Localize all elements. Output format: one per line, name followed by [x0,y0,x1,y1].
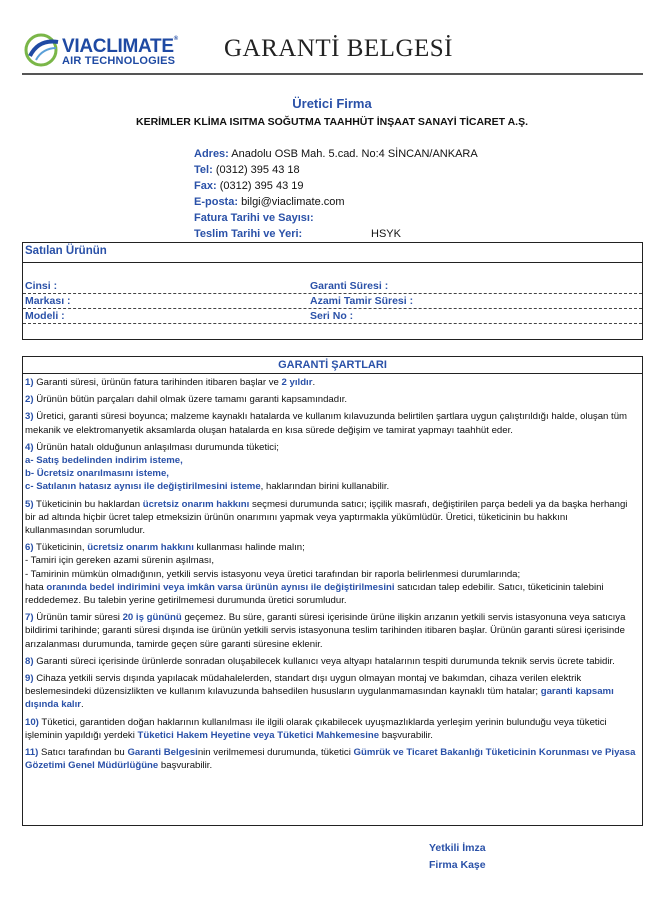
delivery-line [194,228,302,241]
tel-label: Tel: [194,164,213,176]
delivery-value: HSYK [371,228,401,240]
max-repair-label: Azami Tamir Süresi : [310,295,414,307]
product-box [22,242,643,340]
email-line [194,196,345,209]
product-row-type [23,279,642,294]
term-3: 3) Üretici, garanti süresi boyunca; malzeme kaynaklı hatalarda ve kullanım kılavuzunda belirtilen şartlara uygun çalıştırıldığı halde, oluşan tüm mekanik ve elektromanyetik aksamlarda oluşan hatalarda en kısa sürede değişim ve tamirat yapmayı taahhüt eder. [25,411,628,436]
authorized-signature: Yetkili İmza [429,842,486,854]
product-heading-row [23,243,642,263]
manufacturer-heading: Üretici Firma [292,96,372,111]
address-label: Adres: [194,148,229,160]
tel-line [194,164,300,177]
warranty-period-label: Garanti Süresi : [310,280,389,292]
header-divider [22,73,643,75]
terms-body [25,376,637,776]
company-logo [22,30,192,72]
tel-value: (0312) 395 43 18 [215,164,300,176]
logo-brand: VIACLIMATE® [62,36,178,57]
logo-tagline: AIR TECHNOLOGIES [62,55,176,67]
address-value: Anadolu OSB Mah. 5.cad. No:4 SİNCAN/ANKARA [231,148,478,160]
term-9: 9) Cihaza yetkili servis dışında yapılacak müdahalelerden, standart dışı uygun olmayan montaj ve bakımdan, cihaza verilen elektrik beslemesindeki düzensizlikten ve kullanım kılavuzunda bahsedilen hususların uygulanmamasından kaynaklı tüm hatalar; garanti kapsamı dışında kalır. [25,673,614,711]
term-7: 7) Ürünün tamir süresi 20 iş gününü geçemez. Bu süre, garanti süresi içerisinde ürüne ilişkin arızanın yetkili servis istasyonuna veya satıcıya bildirimi tarihinde; garanti süresi dışında ise ürünün yetkili servis istasyonuna teslim tarihinden itibaren başlar. Ürünün garanti süresi içerisinde arızalanması durumunda, tamirde geçen süre garanti süresine eklenir. [25,612,626,650]
address-line [194,148,478,161]
fax-value: (0312) 395 43 19 [219,180,304,192]
company-stamp: Firma Kaşe [429,859,486,871]
email-label: E-posta: [194,196,238,208]
term-6: 6) Tüketicinin, ücretsiz onarım hakkını kullanması halinde malın; - Tamiri için gereken azami sürenin aşılması, - Tamirinin mümkün olmadığının, yetkili servis istasyonu veya üretici tarafından bir raporla belirlenmesi durumlarında; hata oranında bedel indirimini veya imkân varsa ürünün aynısı ile değiştirilmesini satıcıdan talep edebilir. Satıcı, tüketicinin talebini reddedemez. Bu talebin yerine getirilmemesi durumunda üretici sorumludur. [25,542,604,607]
swoosh-icon [22,30,64,70]
document-title: GARANTİ BELGESİ [224,35,454,62]
type-label: Cinsi : [25,280,58,292]
product-row-model [23,309,642,324]
invoice-line [194,212,314,225]
company-name: KERİMLER KLİMA ISITMA SOĞUTMA TAAHHÜT İNŞAAT SANAYİ TİCARET A.Ş. [136,116,528,128]
serial-label: Seri No : [310,310,354,322]
fax-label: Fax: [194,180,217,192]
term-11: 11) Satıcı tarafından bu Garanti Belgesinin verilmemesi durumunda, tüketici Gümrük ve Ticaret Bakanlığı Tüketicinin Korunması ve Piyasa Gözetimi Genel Müdürlüğüne başvurabilir. [25,747,636,772]
term-8: 8) Garanti süreci içerisinde ürünlerde sonradan oluşabilecek kullanıcı veya altyapı hatalarının tespiti durumunda teknik servis ücrete tabidir. [25,655,615,667]
brand-label: Markası : [25,295,71,307]
product-heading: Satılan Ürünün [25,245,107,257]
model-label: Modeli : [25,310,65,322]
email-value[interactable]: bilgi@viaclimate.com [241,196,345,208]
warranty-terms-box [22,356,643,826]
term-10: 10) Tüketici, garantiden doğan haklarının kullanılması ile ilgili olarak çıkabilecek uyuşmazlıklarda yerleşim yerinin bulunduğu veya tüketici işleminin yapıldığı yerdeki Tüketici Hakem Heyetine veya Tüketici Mahkemesine başvurabilir. [25,716,607,741]
delivery-label: Teslim Tarihi ve Yeri: [194,228,303,240]
term-2: 2) Ürünün bütün parçaları dahil olmak üzere tamamı garanti kapsamındadır. [25,394,348,406]
term-4: 4) Ürünün hatalı olduğunun anlaşılması durumunda tüketici; a- Satış bedelinden indirim isteme, b- Ücretsiz onarılmasını isteme, c- Satılanın hatasız aynısı ile değiştirilmesini isteme, haklarından birini kullanabilir. [25,441,390,493]
term-1: 1) Garanti süresi, ürünün fatura tarihinden itibaren başlar ve 2 yıldır. [25,377,316,388]
term-5: 5) Tüketicinin bu haklardan ücretsiz onarım hakkını seçmesi durumunda satıcı; işçilik masrafı, değiştirilen parça bedeli ya da başka herhangi bir ad altında hiçbir ücret talep etmeksizin ürünün onarımını yapmak veya yaptırmakla yükümlüdür. Üretici, tüketicinin bu hakkını kullanmasından sorumludur. [25,498,628,537]
fax-line [194,180,303,193]
product-row-brand [23,294,642,309]
invoice-label: Fatura Tarihi ve Sayısı: [194,212,314,224]
terms-heading: GARANTİ ŞARTLARI [23,357,642,374]
